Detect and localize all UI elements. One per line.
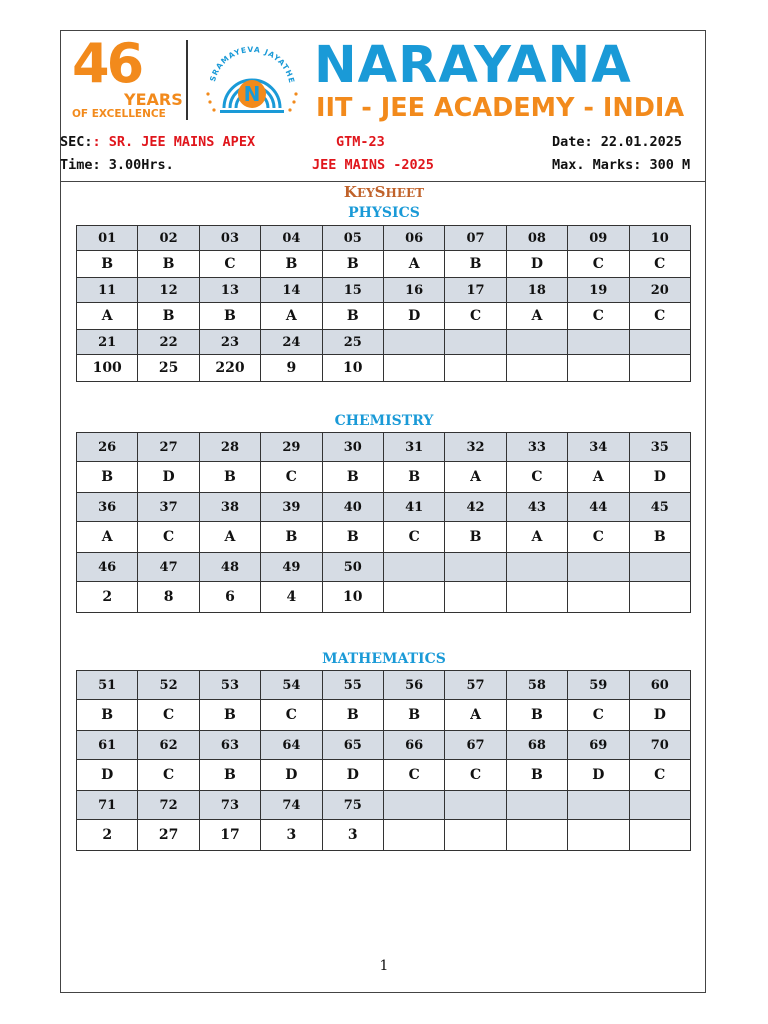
- question-number-cell: 74: [261, 791, 322, 820]
- question-number-cell: 36: [77, 493, 138, 522]
- sec-label: SEC:: [60, 134, 93, 150]
- answer-cell: A: [199, 522, 260, 553]
- answer-cell: D: [322, 760, 383, 791]
- answer-cell: B: [138, 303, 199, 330]
- question-number-row: [77, 226, 691, 251]
- header-divider: [60, 181, 706, 182]
- question-number-row: [77, 791, 691, 820]
- answer-cell: B: [322, 251, 383, 278]
- question-number-cell: 16: [383, 278, 444, 303]
- question-number-cell: 41: [383, 493, 444, 522]
- svg-text:N: N: [243, 82, 261, 106]
- question-number-cell: 52: [138, 671, 199, 700]
- question-number-cell: 67: [445, 731, 506, 760]
- answer-cell: D: [383, 303, 444, 330]
- question-number-cell: 43: [506, 493, 567, 522]
- question-number-cell: 11: [77, 278, 138, 303]
- answer-cell: [629, 355, 690, 382]
- question-number-cell: 70: [629, 731, 690, 760]
- mathematics-key-table: [76, 670, 691, 851]
- answer-cell: C: [445, 760, 506, 791]
- question-number-cell: 73: [199, 791, 260, 820]
- question-number-row: [77, 671, 691, 700]
- answer-cell: D: [261, 760, 322, 791]
- answer-cell: [506, 820, 567, 851]
- answer-cell: [383, 355, 444, 382]
- question-number-row: [77, 433, 691, 462]
- question-number-cell: 02: [138, 226, 199, 251]
- question-number-cell: [629, 553, 690, 582]
- answer-cell: [506, 582, 567, 613]
- answer-cell: A: [77, 522, 138, 553]
- question-number-cell: 35: [629, 433, 690, 462]
- question-number-cell: 53: [199, 671, 260, 700]
- answer-cell: B: [322, 303, 383, 330]
- question-number-cell: [445, 330, 506, 355]
- answer-cell: C: [261, 462, 322, 493]
- question-number-cell: 27: [138, 433, 199, 462]
- question-number-cell: 08: [506, 226, 567, 251]
- question-number-cell: 75: [322, 791, 383, 820]
- answer-cell: B: [138, 251, 199, 278]
- question-number-cell: 17: [445, 278, 506, 303]
- exam-name: JEE MAINS -2025: [312, 157, 434, 173]
- question-number-row: [77, 330, 691, 355]
- answer-cell: A: [506, 303, 567, 330]
- question-number-cell: 14: [261, 278, 322, 303]
- answer-cell: A: [445, 462, 506, 493]
- answer-cell: C: [138, 700, 199, 731]
- question-number-cell: 20: [629, 278, 690, 303]
- question-number-cell: 37: [138, 493, 199, 522]
- physics-title: PHYSICS: [348, 205, 420, 221]
- answer-row: [77, 582, 691, 613]
- logo-tagline: OF EXCELLENCE: [72, 108, 166, 120]
- answer-row: [77, 760, 691, 791]
- answer-cell: C: [383, 522, 444, 553]
- question-number-cell: 48: [199, 553, 260, 582]
- answer-cell: [383, 820, 444, 851]
- question-number-cell: 31: [383, 433, 444, 462]
- question-number-cell: [506, 553, 567, 582]
- answer-cell: 220: [199, 355, 260, 382]
- svg-text:SRAMAYEVA JAYATHE: SRAMAYEVA JAYATHE: [208, 44, 297, 85]
- answer-cell: [568, 355, 629, 382]
- question-number-cell: [629, 791, 690, 820]
- answer-cell: D: [506, 251, 567, 278]
- answer-cell: [445, 820, 506, 851]
- test-code: GTM-23: [336, 134, 385, 150]
- question-number-row: [77, 493, 691, 522]
- question-number-cell: [629, 330, 690, 355]
- question-number-cell: 26: [77, 433, 138, 462]
- answer-cell: [568, 820, 629, 851]
- question-number-cell: 23: [199, 330, 260, 355]
- answer-cell: C: [138, 522, 199, 553]
- question-number-cell: 44: [568, 493, 629, 522]
- mathematics-title: MATHEMATICS: [322, 651, 446, 667]
- answer-cell: 9: [261, 355, 322, 382]
- question-number-row: [77, 553, 691, 582]
- answer-cell: D: [568, 760, 629, 791]
- question-number-cell: 57: [445, 671, 506, 700]
- answer-cell: 17: [199, 820, 260, 851]
- answer-cell: D: [138, 462, 199, 493]
- answer-cell: C: [506, 462, 567, 493]
- question-number-cell: 22: [138, 330, 199, 355]
- question-number-cell: 06: [383, 226, 444, 251]
- question-number-cell: [568, 330, 629, 355]
- answer-row: [77, 251, 691, 278]
- answer-row: [77, 522, 691, 553]
- answer-cell: C: [199, 251, 260, 278]
- question-number-cell: 19: [568, 278, 629, 303]
- question-number-cell: 46: [77, 553, 138, 582]
- question-number-cell: 39: [261, 493, 322, 522]
- question-number-cell: 29: [261, 433, 322, 462]
- answer-cell: 27: [138, 820, 199, 851]
- answer-cell: B: [261, 522, 322, 553]
- answer-cell: [445, 582, 506, 613]
- question-number-cell: 40: [322, 493, 383, 522]
- question-number-cell: 03: [199, 226, 260, 251]
- max-marks: Max. Marks: 300 M: [552, 157, 691, 173]
- section-info: [60, 134, 255, 150]
- brand-subtitle: IIT - JEE ACADEMY - INDIA: [316, 93, 685, 123]
- answer-row: [77, 700, 691, 731]
- answer-cell: C: [629, 760, 690, 791]
- question-number-cell: 51: [77, 671, 138, 700]
- question-number-cell: 24: [261, 330, 322, 355]
- answer-cell: 3: [261, 820, 322, 851]
- question-number-cell: 05: [322, 226, 383, 251]
- chemistry-title: CHEMISTRY: [334, 413, 434, 429]
- answer-cell: B: [506, 700, 567, 731]
- logo-number: 46: [72, 32, 142, 95]
- answer-row: [77, 462, 691, 493]
- answer-cell: 8: [138, 582, 199, 613]
- answer-cell: C: [568, 303, 629, 330]
- keysheet-title: KEYSHEET: [343, 183, 425, 201]
- answer-cell: B: [77, 251, 138, 278]
- answer-cell: B: [322, 462, 383, 493]
- question-number-cell: 47: [138, 553, 199, 582]
- answer-cell: B: [261, 251, 322, 278]
- question-number-cell: 60: [629, 671, 690, 700]
- question-number-cell: 71: [77, 791, 138, 820]
- answer-cell: A: [568, 462, 629, 493]
- answer-cell: 100: [77, 355, 138, 382]
- question-number-cell: 07: [445, 226, 506, 251]
- logo-divider: [186, 40, 188, 120]
- question-number-cell: 15: [322, 278, 383, 303]
- question-number-cell: 69: [568, 731, 629, 760]
- answer-cell: B: [445, 251, 506, 278]
- question-number-cell: 04: [261, 226, 322, 251]
- question-number-cell: 45: [629, 493, 690, 522]
- answer-cell: B: [199, 462, 260, 493]
- question-number-cell: 34: [568, 433, 629, 462]
- answer-cell: B: [77, 700, 138, 731]
- answer-cell: B: [322, 522, 383, 553]
- question-number-cell: 66: [383, 731, 444, 760]
- question-number-cell: 58: [506, 671, 567, 700]
- question-number-cell: 72: [138, 791, 199, 820]
- answer-row: [77, 820, 691, 851]
- answer-cell: C: [568, 700, 629, 731]
- answer-cell: [383, 582, 444, 613]
- answer-cell: 2: [77, 582, 138, 613]
- question-number-cell: 50: [322, 553, 383, 582]
- answer-cell: [629, 582, 690, 613]
- answer-cell: B: [199, 760, 260, 791]
- logo-years: YEARS: [124, 90, 183, 109]
- question-number-cell: 18: [506, 278, 567, 303]
- answer-cell: C: [138, 760, 199, 791]
- question-number-cell: [568, 791, 629, 820]
- answer-cell: 3: [322, 820, 383, 851]
- question-number-cell: 68: [506, 731, 567, 760]
- question-number-cell: 01: [77, 226, 138, 251]
- answer-cell: A: [506, 522, 567, 553]
- question-number-cell: 13: [199, 278, 260, 303]
- question-number-cell: 64: [261, 731, 322, 760]
- exam-time: Time: 3.00Hrs.: [60, 157, 174, 173]
- answer-cell: B: [322, 700, 383, 731]
- question-number-cell: 61: [77, 731, 138, 760]
- question-number-cell: 49: [261, 553, 322, 582]
- question-number-cell: [506, 330, 567, 355]
- answer-cell: C: [568, 251, 629, 278]
- question-number-cell: 25: [322, 330, 383, 355]
- question-number-cell: 10: [629, 226, 690, 251]
- question-number-row: [77, 278, 691, 303]
- answer-cell: 2: [77, 820, 138, 851]
- answer-cell: [629, 820, 690, 851]
- answer-cell: C: [629, 303, 690, 330]
- question-number-cell: 59: [568, 671, 629, 700]
- answer-cell: B: [629, 522, 690, 553]
- brand-name: NARAYANA: [314, 36, 632, 95]
- question-number-cell: [383, 791, 444, 820]
- answer-cell: C: [261, 700, 322, 731]
- answer-cell: B: [199, 303, 260, 330]
- answer-cell: D: [629, 462, 690, 493]
- sec-value: : SR. JEE MAINS APEX: [92, 134, 256, 150]
- answer-cell: C: [383, 760, 444, 791]
- physics-key-table: [76, 225, 691, 382]
- exam-date: Date: 22.01.2025: [552, 134, 683, 150]
- question-number-row: [77, 731, 691, 760]
- chemistry-key-table: [76, 432, 691, 613]
- question-number-cell: 09: [568, 226, 629, 251]
- answer-cell: D: [77, 760, 138, 791]
- answer-cell: 10: [322, 582, 383, 613]
- question-number-cell: 42: [445, 493, 506, 522]
- question-number-cell: 38: [199, 493, 260, 522]
- question-number-cell: 30: [322, 433, 383, 462]
- question-number-cell: 32: [445, 433, 506, 462]
- answer-cell: D: [629, 700, 690, 731]
- question-number-cell: 65: [322, 731, 383, 760]
- answer-cell: 4: [261, 582, 322, 613]
- answer-cell: B: [383, 700, 444, 731]
- question-number-cell: [383, 553, 444, 582]
- question-number-cell: 28: [199, 433, 260, 462]
- answer-cell: B: [77, 462, 138, 493]
- question-number-cell: 56: [383, 671, 444, 700]
- question-number-cell: [506, 791, 567, 820]
- answer-cell: C: [629, 251, 690, 278]
- answer-cell: C: [568, 522, 629, 553]
- answer-row: [77, 303, 691, 330]
- answer-cell: B: [506, 760, 567, 791]
- question-number-cell: 62: [138, 731, 199, 760]
- question-number-cell: 33: [506, 433, 567, 462]
- answer-cell: A: [261, 303, 322, 330]
- question-number-cell: [383, 330, 444, 355]
- answer-cell: 25: [138, 355, 199, 382]
- page-number: 1: [379, 958, 389, 974]
- question-number-cell: 21: [77, 330, 138, 355]
- answer-row: [77, 355, 691, 382]
- answer-cell: B: [199, 700, 260, 731]
- answer-cell: B: [383, 462, 444, 493]
- question-number-cell: 54: [261, 671, 322, 700]
- answer-cell: 6: [199, 582, 260, 613]
- answer-cell: [506, 355, 567, 382]
- answer-cell: 10: [322, 355, 383, 382]
- years-of-excellence-logo: [70, 32, 183, 122]
- answer-cell: B: [445, 522, 506, 553]
- question-number-cell: 12: [138, 278, 199, 303]
- answer-cell: C: [445, 303, 506, 330]
- question-number-cell: [445, 553, 506, 582]
- question-number-cell: 55: [322, 671, 383, 700]
- question-number-cell: [445, 791, 506, 820]
- answer-cell: [445, 355, 506, 382]
- question-number-cell: [568, 553, 629, 582]
- answer-cell: A: [383, 251, 444, 278]
- answer-cell: [568, 582, 629, 613]
- answer-cell: A: [445, 700, 506, 731]
- narayana-emblem-icon: [200, 38, 304, 124]
- question-number-cell: 63: [199, 731, 260, 760]
- answer-cell: A: [77, 303, 138, 330]
